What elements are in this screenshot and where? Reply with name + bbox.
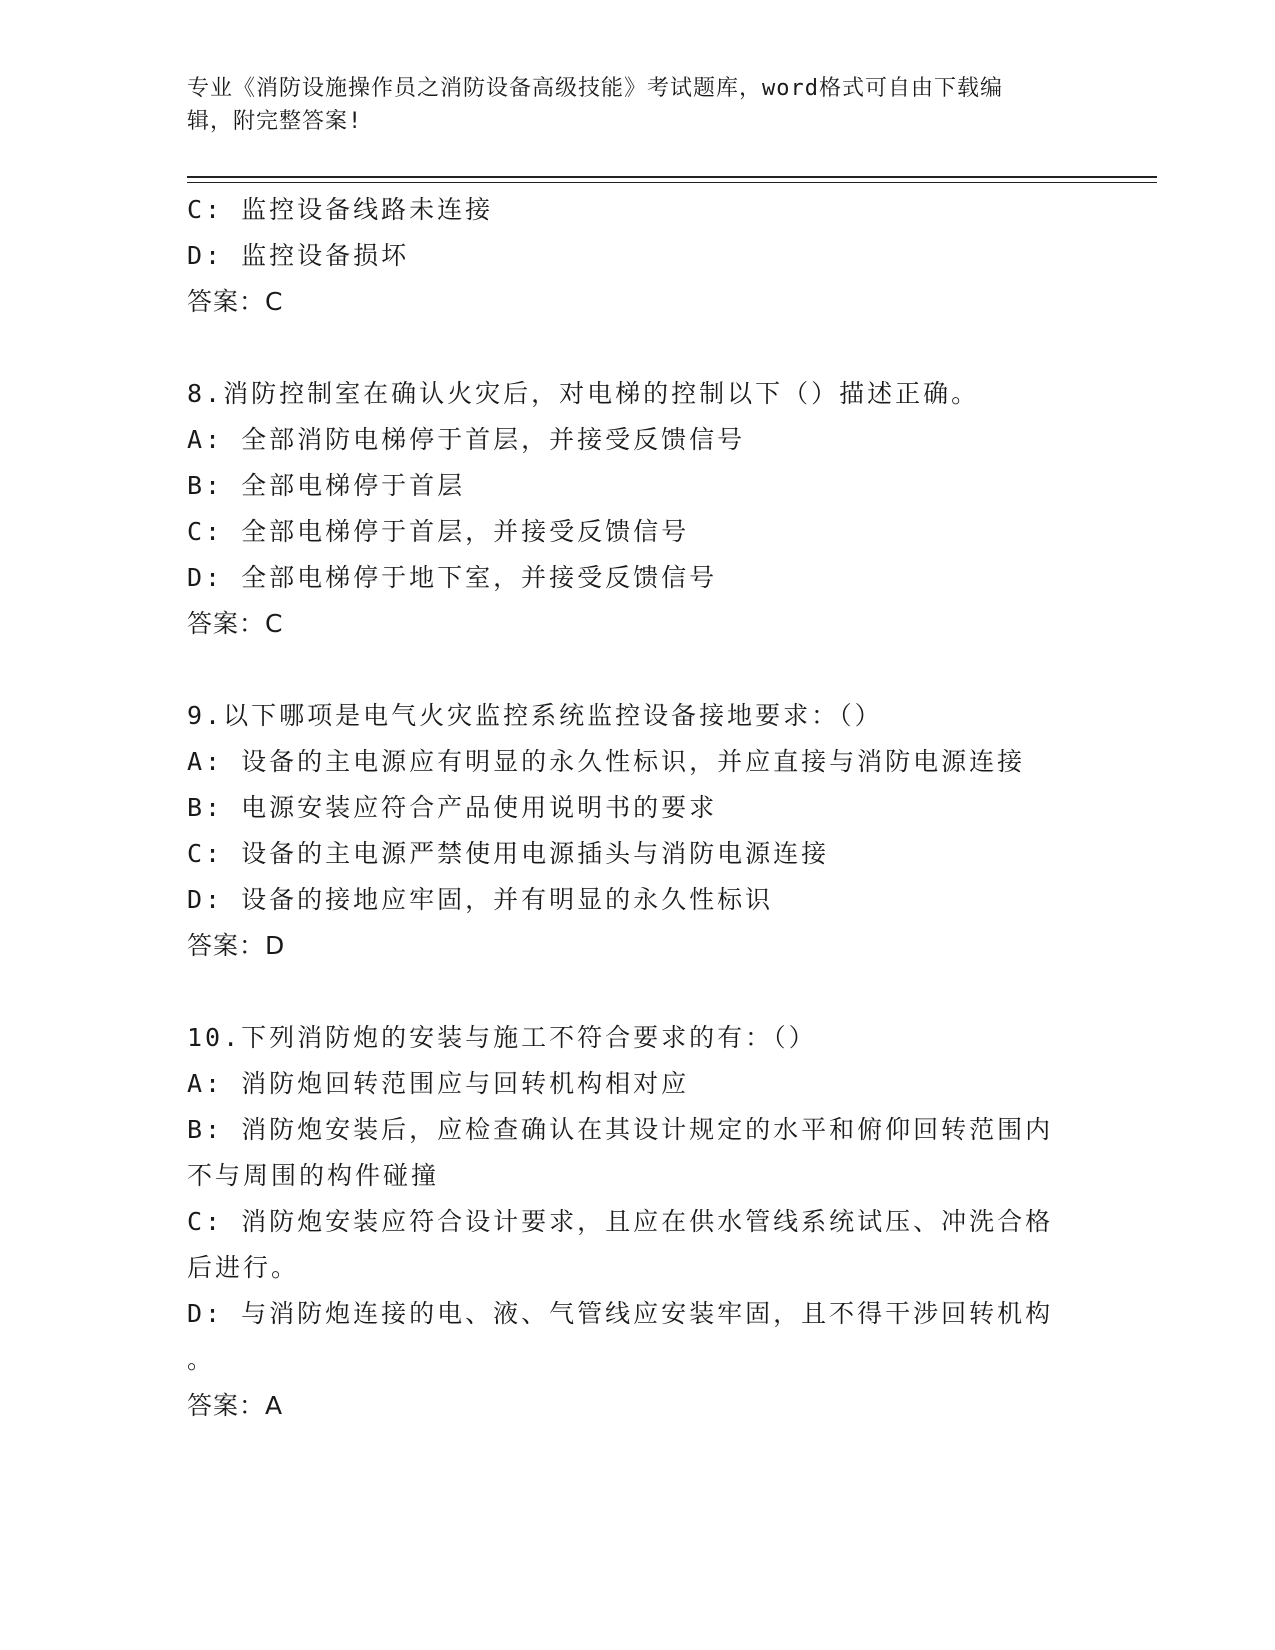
option-b-line-2: 不与周围的构件碰撞 [187,1161,440,1190]
answer: 答案：C [187,287,284,316]
answer: 答案：A [187,1391,284,1420]
question-block-8 [187,371,1087,647]
option-c: C: 全部电梯停于首层，并接受反馈信号 [187,517,690,546]
header-divider-thin [187,182,1157,183]
option-d-line-1: D: 与消防炮连接的电、液、气管线应安装牢固，且不得干涉回转机构 [187,1299,1054,1328]
document-header [187,72,1067,138]
answer: 答案：C [187,609,284,638]
question-block-9 [187,693,1087,969]
question-block-7 [187,187,1087,325]
option-d-line-2: 。 [187,1345,216,1374]
header-divider-thick [187,176,1157,178]
option-d: D: 监控设备损坏 [187,241,410,270]
answer: 答案：D [187,931,286,960]
question-block-10 [187,1015,1087,1429]
option-c-line-1: C: 消防炮安装应符合设计要求，且应在供水管线系统试压、冲洗合格 [187,1207,1054,1236]
question-list [187,187,1087,1429]
option-c: C: 设备的主电源严禁使用电源插头与消防电源连接 [187,839,830,868]
option-a: A: 设备的主电源应有明显的永久性标识，并应直接与消防电源连接 [187,747,1026,776]
question-text: 9.以下哪项是电气火灾监控系统监控设备接地要求：（） [187,701,883,730]
header-line-1: 专业《消防设施操作员之消防设备高级技能》考试题库，word格式可自由下载编 [187,76,1003,101]
option-d: D: 设备的接地应牢固，并有明显的永久性标识 [187,885,774,914]
spacer [187,969,1087,1015]
option-a: A: 消防炮回转范围应与回转机构相对应 [187,1069,690,1098]
option-a: A: 全部消防电梯停于首层，并接受反馈信号 [187,425,746,454]
option-b-line-1: B: 消防炮安装后，应检查确认在其设计规定的水平和俯仰回转范围内 [187,1115,1054,1144]
question-text: 10.下列消防炮的安装与施工不符合要求的有：（） [187,1023,817,1052]
option-c: C: 监控设备线路未连接 [187,195,494,224]
spacer [187,325,1087,371]
option-b: B: 电源安装应符合产品使用说明书的要求 [187,793,718,822]
header-line-2: 辑，附完整答案! [187,109,363,134]
option-c-line-2: 后进行。 [187,1253,300,1282]
question-text: 8.消防控制室在确认火灾后，对电梯的控制以下（）描述正确。 [187,379,980,408]
option-b: B: 全部电梯停于首层 [187,471,466,500]
spacer [187,647,1087,693]
option-d: D: 全部电梯停于地下室，并接受反馈信号 [187,563,718,592]
